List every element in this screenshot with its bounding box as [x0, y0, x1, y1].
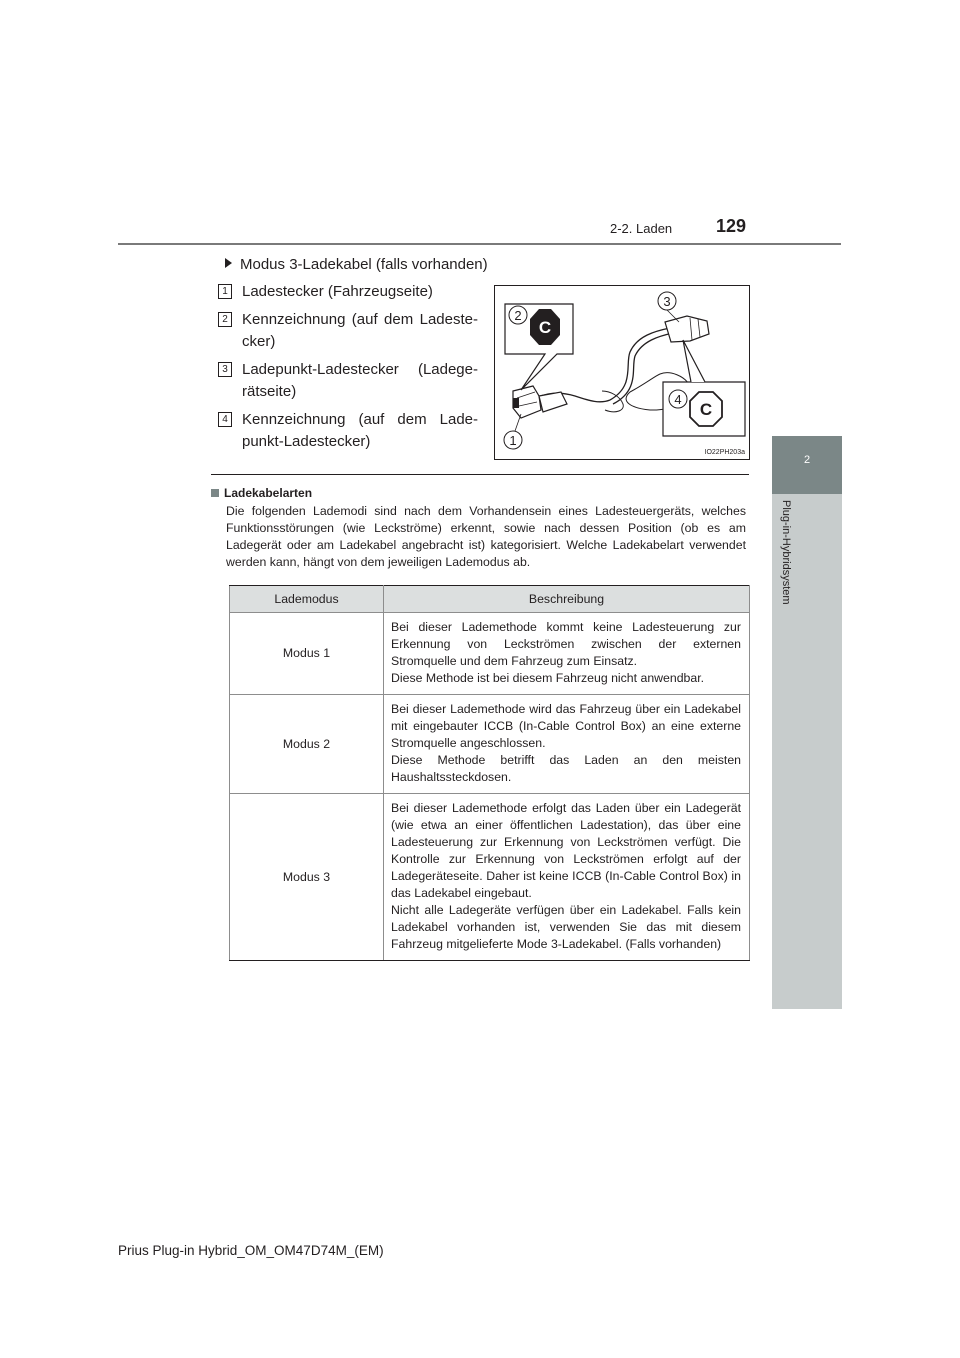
- chapter-number: 2: [803, 454, 811, 466]
- list-item: [218, 359, 478, 403]
- table-header-row: [230, 586, 750, 613]
- marking-letter: C: [699, 400, 713, 419]
- triangle-bullet-icon: [225, 258, 232, 268]
- callout-number-badge: 3: [218, 362, 232, 377]
- description-cell: [384, 794, 750, 961]
- table-row: [230, 794, 750, 961]
- running-header-section: 2-2. Laden: [610, 221, 673, 236]
- description-line: Diese Methode betrifft das Laden an den meisten Haushaltssteckdosen.: [391, 753, 741, 784]
- section-heading: [211, 486, 312, 500]
- callout-1: 1: [509, 433, 517, 448]
- mode-cell: Modus 1: [230, 613, 384, 695]
- description-line: Bei dieser Lademethode erfolgt das Laden über ein Ladegerät (wie etwa an einer öffentlichen Ladestation), das über eine Ladesteuerung zur Erkennung von Leckströmen verfügt. Die Kontrolle zur Erkennung von Leckströmen erfolgt auf der Ladegeräteseite. Daher ist keine ICCB (In-Cable Control Box) in das Ladekabel eingebaut.: [391, 801, 741, 900]
- list-item-text: Ladestecker (Fahrzeugseite): [242, 283, 433, 300]
- cable-section-title: [225, 256, 488, 273]
- list-item-text: Ladepunkt-Ladestecker (Ladege-rätseite): [242, 361, 478, 400]
- description-line: Nicht alle Ladegeräte verfügen über ein Ladekabel. Falls kein Ladekabel vorhanden ist, verwenden Sie das mit diesem Fahrzeug mitgelieferte Mode 3-Ladekabel. (Falls vorhanden): [391, 903, 741, 951]
- charging-modes-table: [229, 585, 750, 961]
- callout-number-badge: 4: [218, 412, 232, 427]
- chapter-title-vertical: [780, 500, 808, 640]
- callout-2: 2: [514, 308, 522, 323]
- description-line: Bei dieser Lademethode wird das Fahrzeug über ein Ladekabel mit eingebauter ICCB (In-Cable Control Box) an eine externe Stromquelle angeschlossen.: [391, 702, 741, 750]
- section-heading-text: Ladekabelarten: [224, 486, 313, 500]
- list-item: [218, 309, 478, 353]
- list-item-text: Kennzeichnung (auf dem Lade-punkt-Ladestecker): [242, 411, 478, 450]
- callout-3: 3: [663, 294, 671, 309]
- list-item: [218, 281, 478, 303]
- document-footer: Prius Plug-in Hybrid_OM_OM47D74M_(EM): [118, 1243, 384, 1258]
- column-header-description: Beschreibung: [384, 586, 750, 613]
- header-divider: [118, 243, 841, 245]
- marking-letter: C: [538, 318, 552, 337]
- table-row: [230, 613, 750, 695]
- callout-number-badge: 2: [218, 312, 232, 327]
- callout-number-badge: 1: [218, 284, 232, 299]
- description-cell: [384, 695, 750, 794]
- mode-cell: Modus 3: [230, 794, 384, 961]
- chapter-title: Plug-in-Hybridsystem: [780, 500, 792, 605]
- square-bullet-icon: [211, 489, 219, 497]
- column-header-mode: Lademodus: [230, 586, 384, 613]
- description-cell: [384, 613, 750, 695]
- section-divider: [211, 474, 749, 475]
- cable-section-title-text: Modus 3-Ladekabel (falls vorhanden): [240, 256, 488, 273]
- mode-cell: Modus 2: [230, 695, 384, 794]
- list-item-text: Kennzeichnung (auf dem Ladeste-cker): [242, 311, 478, 350]
- charging-cable-illustration: [494, 285, 750, 460]
- callout-4: 4: [674, 392, 682, 407]
- cable-parts-list: [218, 281, 478, 459]
- section-body-text: Die folgenden Lademodi sind nach dem Vorhandensein eines Ladesteuergeräts, welches Funktionsstörungen (wie Leckströme) erkennt, sowie nach dessen Position (ob es am Ladegerät oder am Ladekabel angebracht ist) kategorisiert. Welche Ladekabelart verwendet werden kann, hängt von dem jeweiligen Lademodus ab.: [226, 504, 746, 569]
- figure-code: IO22PH203a: [704, 449, 745, 456]
- charging-cable-drawing: [495, 286, 749, 459]
- page-number: 129: [716, 216, 747, 236]
- description-line: Diese Methode ist bei diesem Fahrzeug nicht anwendbar.: [391, 671, 705, 685]
- list-item: [218, 409, 478, 453]
- table-row: [230, 695, 750, 794]
- description-line: Bei dieser Lademethode kommt keine Ladesteuerung zur Erkennung von Leckströmen zwischen der externen Stromquelle und dem Fahrzeug zum Einsatz.: [391, 620, 741, 668]
